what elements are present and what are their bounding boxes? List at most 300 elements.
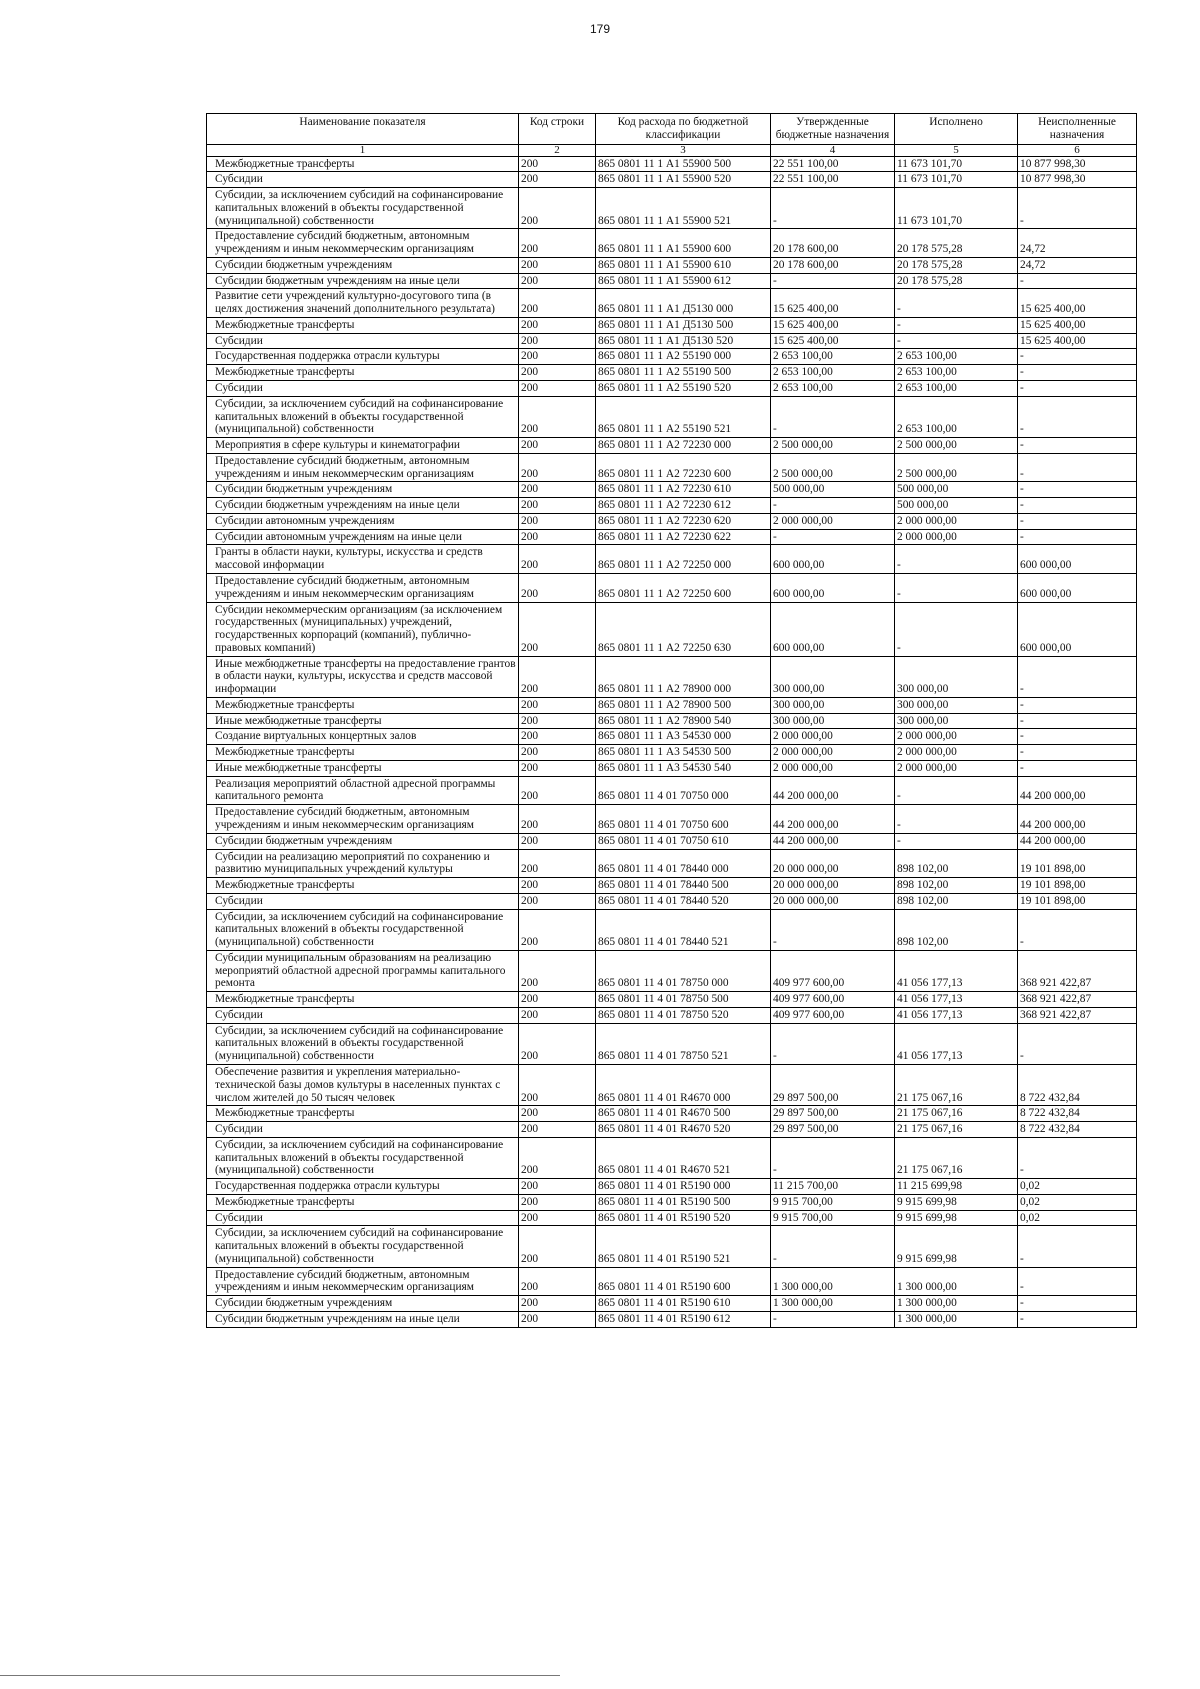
approved-cell: - — [771, 1226, 895, 1267]
executed-cell: 898 102,00 — [895, 878, 1018, 894]
line-code-cell: 200 — [519, 545, 596, 574]
executed-cell: 11 673 101,70 — [895, 156, 1018, 172]
expense-code-cell: 865 0801 11 1 А1 55900 610 — [596, 257, 771, 273]
indicator-name-cell: Предоставление субсидий бюджетным, автономным учреждениям и иным некоммерческим организациям — [207, 573, 519, 602]
line-code-cell: 200 — [519, 573, 596, 602]
indicator-name-cell: Государственная поддержка отрасли культуры — [207, 349, 519, 365]
unexecuted-cell: - — [1018, 349, 1137, 365]
expense-code-cell: 865 0801 11 1 А1 55900 520 — [596, 172, 771, 188]
executed-cell: 20 178 575,28 — [895, 273, 1018, 289]
indicator-name-cell: Субсидии — [207, 333, 519, 349]
line-code-cell: 200 — [519, 729, 596, 745]
expense-code-cell: 865 0801 11 4 01 R5190 600 — [596, 1267, 771, 1296]
executed-cell: - — [895, 573, 1018, 602]
unexecuted-cell: - — [1018, 745, 1137, 761]
line-code-cell: 200 — [519, 656, 596, 697]
table-row — [207, 950, 1137, 991]
table-row — [207, 453, 1137, 482]
approved-cell: 1 300 000,00 — [771, 1296, 895, 1312]
line-code-cell: 200 — [519, 172, 596, 188]
indicator-name-cell: Межбюджетные трансферты — [207, 156, 519, 172]
page-number: 179 — [589, 22, 611, 36]
indicator-name-cell: Иные межбюджетные трансферты на предоставление грантов в области науки, культуры, искусства и средств массовой информации — [207, 656, 519, 697]
line-code-cell: 200 — [519, 257, 596, 273]
header-executed: Исполнено — [895, 114, 1018, 145]
indicator-name-cell: Субсидии, за исключением субсидий на софинансирование капитальных вложений в объекты государственной (муниципальной) собственности — [207, 909, 519, 950]
table-row — [207, 498, 1137, 514]
table-row — [207, 776, 1137, 805]
executed-cell: 21 175 067,16 — [895, 1137, 1018, 1178]
line-code-cell: 200 — [519, 1122, 596, 1138]
executed-cell: - — [895, 289, 1018, 318]
expense-code-cell: 865 0801 11 4 01 R5190 521 — [596, 1226, 771, 1267]
unexecuted-cell: 600 000,00 — [1018, 545, 1137, 574]
indicator-name-cell: Субсидии муниципальным образованиям на реализацию мероприятий областной адресной программы капитального ремонта — [207, 950, 519, 991]
executed-cell: 2 653 100,00 — [895, 381, 1018, 397]
header-approved: Утвержденные бюджетные назначения — [771, 114, 895, 145]
approved-cell: 9 915 700,00 — [771, 1210, 895, 1226]
indicator-name-cell: Субсидии бюджетным учреждениям — [207, 833, 519, 849]
expense-code-cell: 865 0801 11 1 А1 55900 612 — [596, 273, 771, 289]
indicator-name-cell: Межбюджетные трансферты — [207, 1106, 519, 1122]
unexecuted-cell: - — [1018, 1023, 1137, 1064]
line-code-cell: 200 — [519, 453, 596, 482]
executed-cell: 898 102,00 — [895, 849, 1018, 878]
expense-code-cell: 865 0801 11 4 01 R4670 000 — [596, 1065, 771, 1106]
unexecuted-cell: - — [1018, 396, 1137, 437]
indicator-name-cell: Субсидии, за исключением субсидий на софинансирование капитальных вложений в объекты государственной (муниципальной) собственности — [207, 1137, 519, 1178]
table-row — [207, 349, 1137, 365]
executed-cell: - — [895, 545, 1018, 574]
unexecuted-cell: 19 101 898,00 — [1018, 849, 1137, 878]
expense-code-cell: 865 0801 11 1 А3 54530 500 — [596, 745, 771, 761]
header-indicator-name: Наименование показателя — [207, 114, 519, 145]
indicator-name-cell: Обеспечение развития и укрепления материально-технической базы домов культуры в населенных пунктах с числом жителей до 50 тысяч человек — [207, 1065, 519, 1106]
executed-cell: 2 000 000,00 — [895, 760, 1018, 776]
expense-code-cell: 865 0801 11 4 01 R4670 520 — [596, 1122, 771, 1138]
unexecuted-cell: - — [1018, 1296, 1137, 1312]
line-code-cell: 200 — [519, 1296, 596, 1312]
line-code-cell: 200 — [519, 482, 596, 498]
unexecuted-cell: - — [1018, 453, 1137, 482]
expense-code-cell: 865 0801 11 4 01 R5190 500 — [596, 1194, 771, 1210]
header-expense-code: Код расхода по бюджетной классификации — [596, 114, 771, 145]
expense-code-cell: 865 0801 11 1 А2 72230 622 — [596, 529, 771, 545]
expense-code-cell: 865 0801 11 1 А2 72250 630 — [596, 602, 771, 656]
expense-code-cell: 865 0801 11 4 01 78750 520 — [596, 1007, 771, 1023]
table-row — [207, 656, 1137, 697]
approved-cell: - — [771, 1137, 895, 1178]
unexecuted-cell: - — [1018, 1137, 1137, 1178]
expense-code-cell: 865 0801 11 4 01 R5190 000 — [596, 1179, 771, 1195]
table-row — [207, 273, 1137, 289]
expense-code-cell: 865 0801 11 4 01 R4670 500 — [596, 1106, 771, 1122]
unexecuted-cell: 24,72 — [1018, 229, 1137, 258]
line-code-cell: 200 — [519, 1226, 596, 1267]
executed-cell: 2 653 100,00 — [895, 365, 1018, 381]
approved-cell: 600 000,00 — [771, 545, 895, 574]
unexecuted-cell: - — [1018, 909, 1137, 950]
table-row — [207, 909, 1137, 950]
unexecuted-cell: - — [1018, 656, 1137, 697]
table-row — [207, 833, 1137, 849]
approved-cell: 15 625 400,00 — [771, 333, 895, 349]
table-row — [207, 529, 1137, 545]
approved-cell: - — [771, 396, 895, 437]
expense-code-cell: 865 0801 11 1 А2 72230 610 — [596, 482, 771, 498]
unexecuted-cell: - — [1018, 1267, 1137, 1296]
expense-code-cell: 865 0801 11 4 01 R5190 610 — [596, 1296, 771, 1312]
unexecuted-cell: 368 921 422,87 — [1018, 950, 1137, 991]
unexecuted-cell: - — [1018, 365, 1137, 381]
indicator-name-cell: Субсидии на реализацию мероприятий по сохранению и развитию муниципальных учреждений культуры — [207, 849, 519, 878]
approved-cell: 29 897 500,00 — [771, 1106, 895, 1122]
unexecuted-cell: 600 000,00 — [1018, 573, 1137, 602]
executed-cell: - — [895, 317, 1018, 333]
expense-code-cell: 865 0801 11 1 А2 72230 620 — [596, 513, 771, 529]
unexecuted-cell: 19 101 898,00 — [1018, 878, 1137, 894]
executed-cell: 300 000,00 — [895, 713, 1018, 729]
column-number: 1 — [207, 144, 519, 156]
executed-cell: - — [895, 776, 1018, 805]
approved-cell: 409 977 600,00 — [771, 950, 895, 991]
table-row — [207, 697, 1137, 713]
expense-code-cell: 865 0801 11 4 01 78750 000 — [596, 950, 771, 991]
executed-cell: 2 000 000,00 — [895, 745, 1018, 761]
indicator-name-cell: Гранты в области науки, культуры, искусства и средств массовой информации — [207, 545, 519, 574]
executed-cell: 2 000 000,00 — [895, 529, 1018, 545]
line-code-cell: 200 — [519, 849, 596, 878]
table-row — [207, 1122, 1137, 1138]
indicator-name-cell: Межбюджетные трансферты — [207, 365, 519, 381]
approved-cell: - — [771, 1023, 895, 1064]
executed-cell: - — [895, 602, 1018, 656]
table-row — [207, 992, 1137, 1008]
indicator-name-cell: Субсидии — [207, 1210, 519, 1226]
executed-cell: 300 000,00 — [895, 697, 1018, 713]
table-row — [207, 381, 1137, 397]
executed-cell: 2 500 000,00 — [895, 453, 1018, 482]
table-row — [207, 513, 1137, 529]
unexecuted-cell: 10 877 998,30 — [1018, 156, 1137, 172]
executed-cell: 1 300 000,00 — [895, 1312, 1018, 1328]
table-row — [207, 396, 1137, 437]
unexecuted-cell: 368 921 422,87 — [1018, 992, 1137, 1008]
table-row — [207, 893, 1137, 909]
line-code-cell: 200 — [519, 992, 596, 1008]
table-row — [207, 1194, 1137, 1210]
table-row — [207, 1312, 1137, 1328]
line-code-cell: 200 — [519, 1065, 596, 1106]
executed-cell: - — [895, 333, 1018, 349]
executed-cell: 1 300 000,00 — [895, 1296, 1018, 1312]
executed-cell: 41 056 177,13 — [895, 950, 1018, 991]
table-row — [207, 573, 1137, 602]
indicator-name-cell: Предоставление субсидий бюджетным, автономным учреждениям и иным некоммерческим организациям — [207, 1267, 519, 1296]
unexecuted-cell: - — [1018, 381, 1137, 397]
line-code-cell: 200 — [519, 745, 596, 761]
unexecuted-cell: 15 625 400,00 — [1018, 317, 1137, 333]
indicator-name-cell: Межбюджетные трансферты — [207, 697, 519, 713]
approved-cell: 44 200 000,00 — [771, 833, 895, 849]
unexecuted-cell: 44 200 000,00 — [1018, 805, 1137, 834]
line-code-cell: 200 — [519, 289, 596, 318]
line-code-cell: 200 — [519, 349, 596, 365]
expense-code-cell: 865 0801 11 4 01 78440 521 — [596, 909, 771, 950]
indicator-name-cell: Субсидии бюджетным учреждениям — [207, 1296, 519, 1312]
executed-cell: 11 673 101,70 — [895, 188, 1018, 229]
executed-cell: 2 500 000,00 — [895, 438, 1018, 454]
executed-cell: 2 653 100,00 — [895, 396, 1018, 437]
expense-code-cell: 865 0801 11 1 А2 72250 600 — [596, 573, 771, 602]
table-row — [207, 729, 1137, 745]
indicator-name-cell: Межбюджетные трансферты — [207, 1194, 519, 1210]
approved-cell: 20 000 000,00 — [771, 878, 895, 894]
line-code-cell: 200 — [519, 529, 596, 545]
executed-cell: 41 056 177,13 — [895, 1007, 1018, 1023]
header-line-code: Код строки — [519, 114, 596, 145]
indicator-name-cell: Развитие сети учреждений культурно-досугового типа (в целях достижения значений дополнительного результата) — [207, 289, 519, 318]
line-code-cell: 200 — [519, 833, 596, 849]
table-row — [207, 1065, 1137, 1106]
line-code-cell: 200 — [519, 229, 596, 258]
indicator-name-cell: Субсидии, за исключением субсидий на софинансирование капитальных вложений в объекты государственной (муниципальной) собственности — [207, 396, 519, 437]
line-code-cell: 200 — [519, 602, 596, 656]
approved-cell: 2 000 000,00 — [771, 513, 895, 529]
expense-code-cell: 865 0801 11 1 А2 72230 000 — [596, 438, 771, 454]
table-row — [207, 713, 1137, 729]
expense-code-cell: 865 0801 11 1 А2 55190 500 — [596, 365, 771, 381]
column-number: 2 — [519, 144, 596, 156]
executed-cell: 20 178 575,28 — [895, 229, 1018, 258]
line-code-cell: 200 — [519, 498, 596, 514]
line-code-cell: 200 — [519, 1267, 596, 1296]
executed-cell: 2 653 100,00 — [895, 349, 1018, 365]
table-row — [207, 438, 1137, 454]
approved-cell: 300 000,00 — [771, 713, 895, 729]
approved-cell: 2 000 000,00 — [771, 745, 895, 761]
unexecuted-cell: 0,02 — [1018, 1194, 1137, 1210]
approved-cell: 500 000,00 — [771, 482, 895, 498]
expense-code-cell: 865 0801 11 1 А2 78900 000 — [596, 656, 771, 697]
approved-cell: 44 200 000,00 — [771, 805, 895, 834]
approved-cell: 20 178 600,00 — [771, 257, 895, 273]
indicator-name-cell: Предоставление субсидий бюджетным, автономным учреждениям и иным некоммерческим организациям — [207, 453, 519, 482]
expense-code-cell: 865 0801 11 1 А2 55190 000 — [596, 349, 771, 365]
table-row — [207, 257, 1137, 273]
indicator-name-cell: Субсидии — [207, 1007, 519, 1023]
unexecuted-cell: - — [1018, 273, 1137, 289]
table-row — [207, 365, 1137, 381]
executed-cell: 21 175 067,16 — [895, 1122, 1018, 1138]
expense-code-cell: 865 0801 11 4 01 R5190 612 — [596, 1312, 771, 1328]
executed-cell: 500 000,00 — [895, 482, 1018, 498]
line-code-cell: 200 — [519, 513, 596, 529]
expense-code-cell: 865 0801 11 4 01 R4670 521 — [596, 1137, 771, 1178]
unexecuted-cell: - — [1018, 529, 1137, 545]
line-code-cell: 200 — [519, 1023, 596, 1064]
approved-cell: 15 625 400,00 — [771, 317, 895, 333]
approved-cell: 300 000,00 — [771, 697, 895, 713]
unexecuted-cell: 15 625 400,00 — [1018, 289, 1137, 318]
executed-cell: 300 000,00 — [895, 656, 1018, 697]
executed-cell: 898 102,00 — [895, 909, 1018, 950]
approved-cell: 20 178 600,00 — [771, 229, 895, 258]
executed-cell: 2 000 000,00 — [895, 729, 1018, 745]
expense-code-cell: 865 0801 11 4 01 78440 500 — [596, 878, 771, 894]
unexecuted-cell: 10 877 998,30 — [1018, 172, 1137, 188]
line-code-cell: 200 — [519, 893, 596, 909]
approved-cell: - — [771, 1312, 895, 1328]
approved-cell: 9 915 700,00 — [771, 1194, 895, 1210]
expense-code-cell: 865 0801 11 1 А2 55190 520 — [596, 381, 771, 397]
expense-code-cell: 865 0801 11 1 А1 Д5130 000 — [596, 289, 771, 318]
table-row — [207, 1226, 1137, 1267]
approved-cell: 22 551 100,00 — [771, 172, 895, 188]
expense-code-cell: 865 0801 11 1 А1 Д5130 500 — [596, 317, 771, 333]
line-code-cell: 200 — [519, 381, 596, 397]
unexecuted-cell: - — [1018, 482, 1137, 498]
approved-cell: 15 625 400,00 — [771, 289, 895, 318]
approved-cell: 300 000,00 — [771, 656, 895, 697]
table-row — [207, 1007, 1137, 1023]
expense-code-cell: 865 0801 11 4 01 70750 000 — [596, 776, 771, 805]
expense-code-cell: 865 0801 11 1 А1 55900 500 — [596, 156, 771, 172]
line-code-cell: 200 — [519, 909, 596, 950]
approved-cell: 29 897 500,00 — [771, 1065, 895, 1106]
unexecuted-cell: 24,72 — [1018, 257, 1137, 273]
indicator-name-cell: Предоставление субсидий бюджетным, автономным учреждениям и иным некоммерческим организациям — [207, 229, 519, 258]
unexecuted-cell: - — [1018, 498, 1137, 514]
unexecuted-cell: 0,02 — [1018, 1210, 1137, 1226]
table-row — [207, 1137, 1137, 1178]
table-row — [207, 878, 1137, 894]
expense-code-cell: 865 0801 11 1 А1 55900 521 — [596, 188, 771, 229]
indicator-name-cell: Межбюджетные трансферты — [207, 745, 519, 761]
line-code-cell: 200 — [519, 273, 596, 289]
approved-cell: 600 000,00 — [771, 573, 895, 602]
line-code-cell: 200 — [519, 396, 596, 437]
indicator-name-cell: Реализация мероприятий областной адресной программы капитального ремонта — [207, 776, 519, 805]
indicator-name-cell: Субсидии — [207, 381, 519, 397]
approved-cell: 2 653 100,00 — [771, 365, 895, 381]
unexecuted-cell: 8 722 432,84 — [1018, 1106, 1137, 1122]
approved-cell: 2 500 000,00 — [771, 438, 895, 454]
indicator-name-cell: Создание виртуальных концертных залов — [207, 729, 519, 745]
line-code-cell: 200 — [519, 1179, 596, 1195]
indicator-name-cell: Субсидии бюджетным учреждениям — [207, 257, 519, 273]
line-code-cell: 200 — [519, 1007, 596, 1023]
indicator-name-cell: Субсидии бюджетным учреждениям — [207, 482, 519, 498]
indicator-name-cell: Субсидии автономным учреждениям на иные цели — [207, 529, 519, 545]
indicator-name-cell: Субсидии, за исключением субсидий на софинансирование капитальных вложений в объекты государственной (муниципальной) собственности — [207, 1023, 519, 1064]
header-row — [207, 114, 1137, 145]
table-row — [207, 172, 1137, 188]
expense-code-cell: 865 0801 11 1 А2 78900 500 — [596, 697, 771, 713]
executed-cell: - — [895, 805, 1018, 834]
unexecuted-cell: - — [1018, 1226, 1137, 1267]
scan-bottom-rule — [0, 1675, 560, 1676]
approved-cell: 29 897 500,00 — [771, 1122, 895, 1138]
approved-cell: - — [771, 188, 895, 229]
executed-cell: - — [895, 833, 1018, 849]
approved-cell: 11 215 700,00 — [771, 1179, 895, 1195]
table-row — [207, 545, 1137, 574]
approved-cell: 600 000,00 — [771, 602, 895, 656]
table-row — [207, 289, 1137, 318]
expense-code-cell: 865 0801 11 1 А3 54530 000 — [596, 729, 771, 745]
table-row — [207, 849, 1137, 878]
approved-cell: 22 551 100,00 — [771, 156, 895, 172]
line-code-cell: 200 — [519, 1194, 596, 1210]
budget-execution-table — [206, 113, 1137, 1328]
line-code-cell: 200 — [519, 776, 596, 805]
expense-code-cell: 865 0801 11 4 01 R5190 520 — [596, 1210, 771, 1226]
line-code-cell: 200 — [519, 713, 596, 729]
line-code-cell: 200 — [519, 333, 596, 349]
approved-cell: 44 200 000,00 — [771, 776, 895, 805]
approved-cell: 20 000 000,00 — [771, 893, 895, 909]
line-code-cell: 200 — [519, 1210, 596, 1226]
expense-code-cell: 865 0801 11 4 01 78440 520 — [596, 893, 771, 909]
unexecuted-cell: 8 722 432,84 — [1018, 1122, 1137, 1138]
table-row — [207, 1267, 1137, 1296]
table-row — [207, 333, 1137, 349]
unexecuted-cell: 8 722 432,84 — [1018, 1065, 1137, 1106]
header-unexecuted: Неисполненные назначения — [1018, 114, 1137, 145]
table-row — [207, 1106, 1137, 1122]
line-code-cell: 200 — [519, 1312, 596, 1328]
executed-cell: 898 102,00 — [895, 893, 1018, 909]
indicator-name-cell: Субсидии некоммерческим организациям (за исключением государственных (муниципальных) учреждений, государственных корпораций (компаний), публично-правовых компаний) — [207, 602, 519, 656]
executed-cell: 11 673 101,70 — [895, 172, 1018, 188]
approved-cell: - — [771, 909, 895, 950]
line-code-cell: 200 — [519, 950, 596, 991]
expense-code-cell: 865 0801 11 1 А2 72230 600 — [596, 453, 771, 482]
indicator-name-cell: Межбюджетные трансферты — [207, 992, 519, 1008]
table-body — [207, 156, 1137, 1327]
indicator-name-cell: Иные межбюджетные трансферты — [207, 760, 519, 776]
table-row — [207, 805, 1137, 834]
indicator-name-cell: Субсидии бюджетным учреждениям на иные цели — [207, 273, 519, 289]
line-code-cell: 200 — [519, 188, 596, 229]
executed-cell: 21 175 067,16 — [895, 1106, 1018, 1122]
unexecuted-cell: - — [1018, 438, 1137, 454]
executed-cell: 9 915 699,98 — [895, 1226, 1018, 1267]
unexecuted-cell: 600 000,00 — [1018, 602, 1137, 656]
approved-cell: 409 977 600,00 — [771, 1007, 895, 1023]
table-row — [207, 1296, 1137, 1312]
approved-cell: 2 653 100,00 — [771, 349, 895, 365]
expense-code-cell: 865 0801 11 1 А2 78900 540 — [596, 713, 771, 729]
line-code-cell: 200 — [519, 697, 596, 713]
expense-code-cell: 865 0801 11 1 А2 55190 521 — [596, 396, 771, 437]
executed-cell: 1 300 000,00 — [895, 1267, 1018, 1296]
executed-cell: 500 000,00 — [895, 498, 1018, 514]
table-row — [207, 1023, 1137, 1064]
executed-cell: 20 178 575,28 — [895, 257, 1018, 273]
expense-code-cell: 865 0801 11 4 01 70750 600 — [596, 805, 771, 834]
indicator-name-cell: Субсидии бюджетным учреждениям на иные цели — [207, 1312, 519, 1328]
table-row — [207, 760, 1137, 776]
table-row — [207, 745, 1137, 761]
unexecuted-cell: - — [1018, 760, 1137, 776]
expense-code-cell: 865 0801 11 4 01 70750 610 — [596, 833, 771, 849]
line-code-cell: 200 — [519, 317, 596, 333]
approved-cell: - — [771, 529, 895, 545]
unexecuted-cell: - — [1018, 697, 1137, 713]
line-code-cell: 200 — [519, 156, 596, 172]
